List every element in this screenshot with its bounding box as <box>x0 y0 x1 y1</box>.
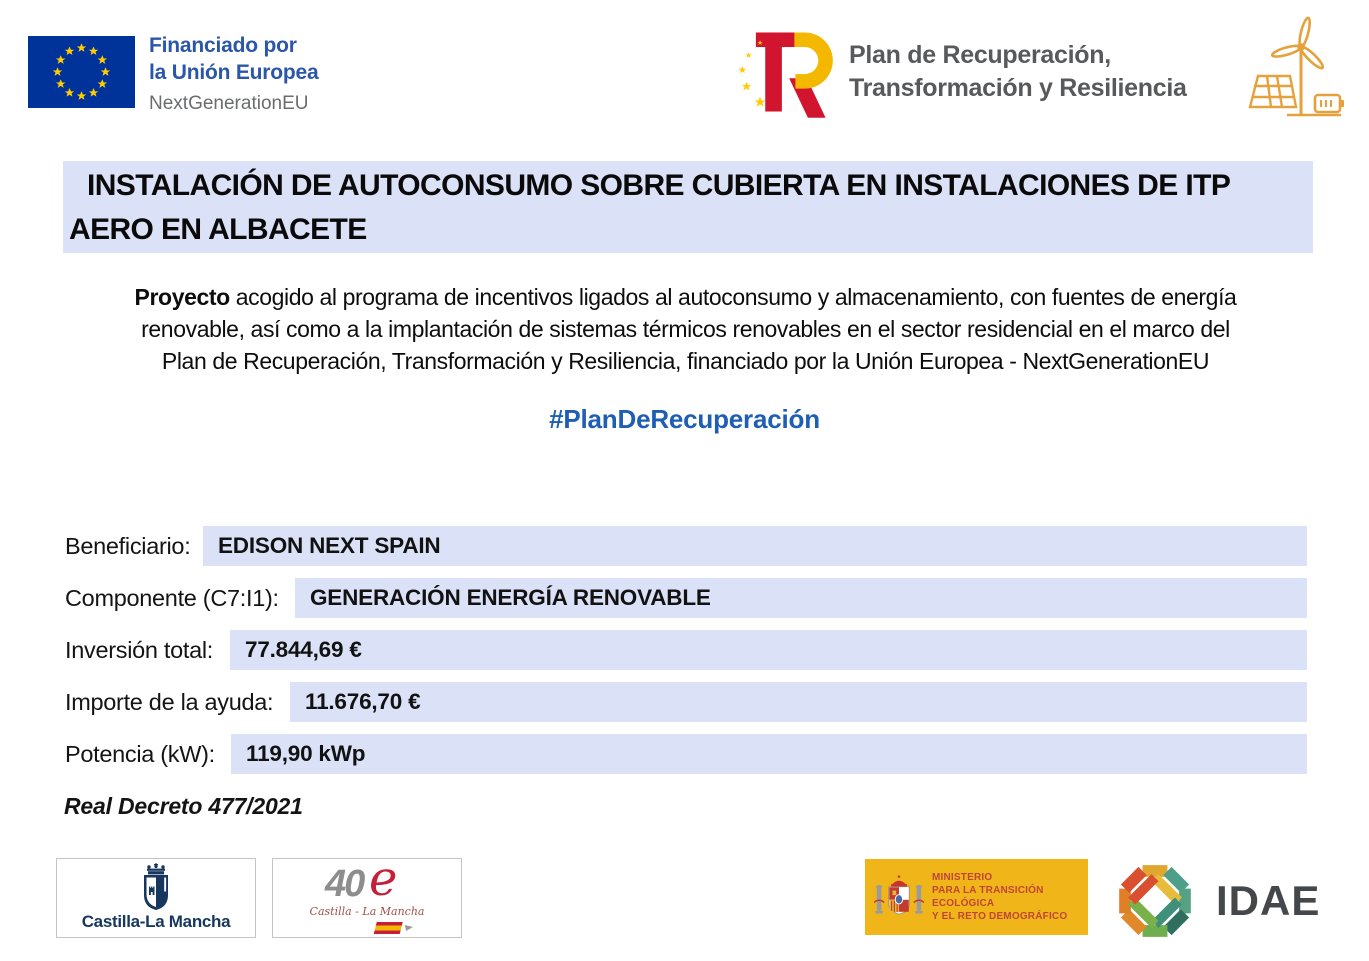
field-label: Importe de la ayuda: <box>65 689 274 715</box>
field-value-box <box>231 734 1307 774</box>
ministry-line3: Y EL RETO DEMOGRÁFICO <box>932 911 1068 922</box>
forty-anniversary-logo-box <box>272 851 462 938</box>
ministry-line1: MINISTERIO <box>932 872 993 883</box>
forty-script-label: Castilla - La Mancha <box>309 905 425 918</box>
forty-flag-icon <box>373 921 415 935</box>
description-lead: Proyecto <box>134 284 230 310</box>
field-label: Componente (C7:I1): <box>65 585 279 611</box>
hashtag-plan-de-recuperacion: #PlanDeRecuperación <box>549 404 820 434</box>
renewable-energy-icon <box>1237 16 1349 128</box>
field-row-potencia <box>0 734 1369 774</box>
field-row-inversion-total <box>0 630 1369 670</box>
field-value-box <box>295 578 1307 618</box>
real-decreto-reference: Real Decreto 477/2021 <box>64 793 303 819</box>
description-line3: Plan de Recuperación, Transformación y Resiliencia, financiado por la Unión Europea - NextGenerationEU <box>161 348 1210 374</box>
field-value-box <box>290 682 1307 722</box>
spain-coat-of-arms-icon <box>874 874 924 920</box>
project-title-line1: INSTALACIÓN DE AUTOCONSUMO SOBRE CUBIERTA EN INSTALACIONES DE ITP <box>87 169 1231 202</box>
field-value: 77.844,69 € <box>245 637 362 662</box>
eu-flag-icon <box>28 36 135 108</box>
project-title-line2: AERO EN ALBACETE <box>69 213 367 246</box>
field-label: Potencia (kW): <box>65 741 215 767</box>
prtr-title-line1: Plan de Recuperación, <box>849 41 1111 69</box>
nextgeneration-eu-label: NextGenerationEU <box>149 93 309 114</box>
field-label: Beneficiario: <box>65 533 191 559</box>
idae-label: IDAE <box>1216 877 1321 924</box>
ministry-line2: PARA LA TRANSICIÓN ECOLÓGICA <box>932 885 1044 909</box>
clm-shield-icon <box>138 863 174 911</box>
forty-e-swash: e <box>369 851 398 907</box>
project-description <box>58 281 1313 377</box>
prtr-logo-icon <box>733 20 837 124</box>
field-value: 11.676,70 € <box>305 689 421 714</box>
eu-funding-line2: la Unión Europea <box>149 61 319 84</box>
idae-logo-block <box>1108 856 1320 946</box>
eu-funding-logo <box>28 36 319 116</box>
field-label: Inversión total: <box>65 637 214 663</box>
prtr-title-line2: Transformación y Resiliencia <box>849 74 1187 102</box>
field-value: EDISON NEXT SPAIN <box>218 533 441 558</box>
clm-label: Castilla-La Mancha <box>81 912 231 931</box>
prtr-logo-block <box>733 20 1187 124</box>
description-line2: renovable, así como a la implantación de sistemas térmicos renovables en el sector residencial en el marco del <box>141 316 1230 342</box>
field-value-box <box>203 526 1307 566</box>
forty-number: 40 <box>325 863 364 905</box>
description-line1: Proyecto acogido al programa de incentivos ligados al autoconsumo y almacenamiento, con fuentes de energía <box>134 284 1237 310</box>
idae-knot-icon <box>1108 856 1202 946</box>
field-value: GENERACIÓN ENERGÍA RENOVABLE <box>310 585 711 610</box>
field-value: 119,90 kWp <box>246 741 366 766</box>
field-value-box <box>230 630 1307 670</box>
project-title-banner <box>63 161 1313 253</box>
ministry-logo-box <box>865 859 1088 935</box>
field-row-componente <box>0 578 1369 618</box>
field-row-importe-ayuda <box>0 682 1369 722</box>
castilla-la-mancha-logo-box <box>56 858 256 938</box>
field-row-beneficiario <box>0 526 1369 566</box>
eu-funding-line1: Financiado por <box>149 34 297 57</box>
